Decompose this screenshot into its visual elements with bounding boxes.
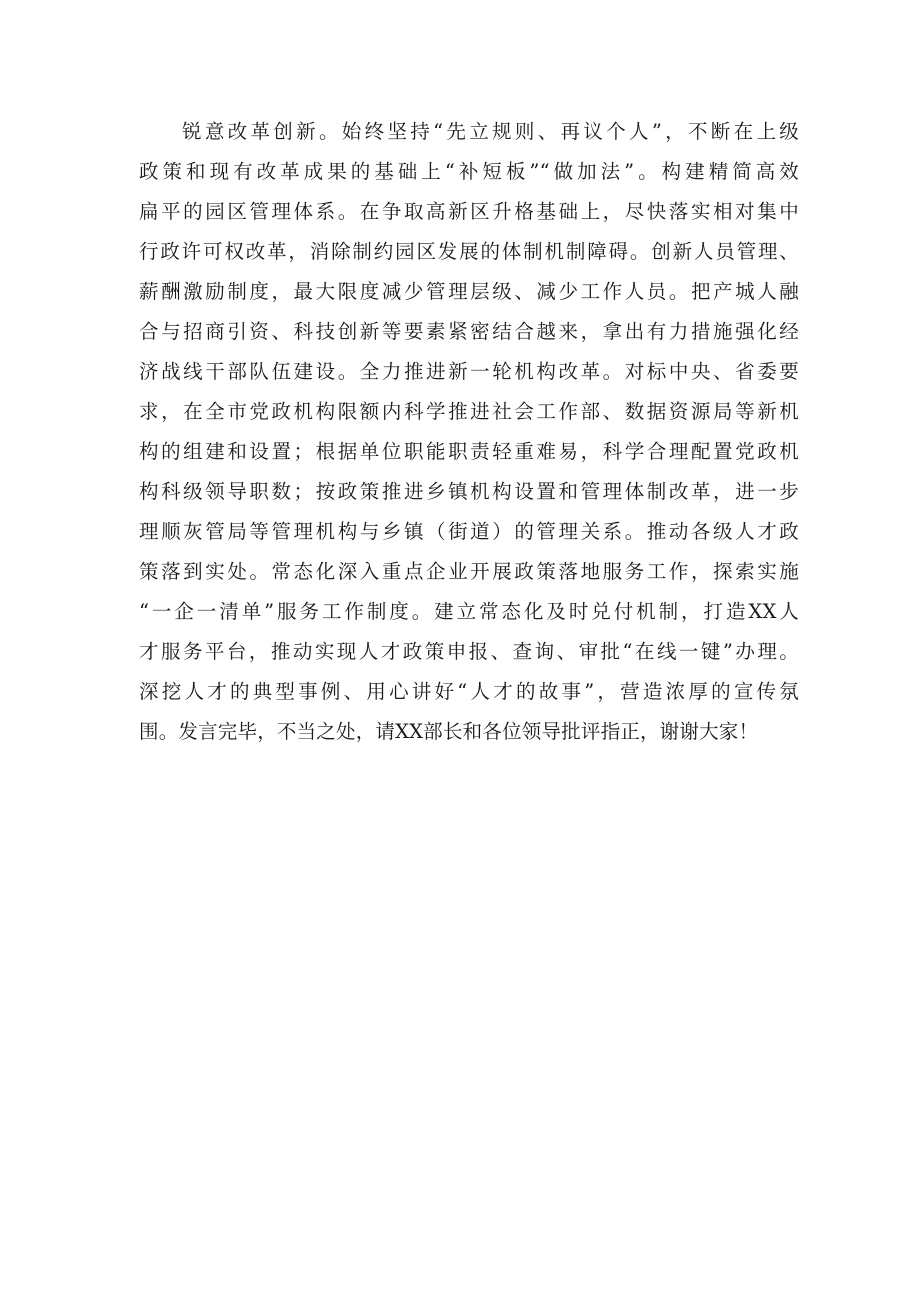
paragraph-line: 构的组建和设置；根据单位职能职责轻重难易，科学合理配置党政机 <box>139 440 799 463</box>
paragraph-line: 济战线干部队伍建设。全力推进新一轮机构改革。对标中央、省委要 <box>139 360 799 383</box>
paragraph-line: 围。发言完毕，不当之处，请XX部长和各位领导批评指正，谢谢大家！ <box>139 720 759 743</box>
paragraph-line: 策落到实处。常态化深入重点企业开展政策落地服务工作，探索实施 <box>139 560 799 583</box>
paragraph-line: “一企一清单”服务工作制度。建立常态化及时兑付机制，打造XX人 <box>139 600 799 623</box>
paragraph-line: 锐意改革创新。始终坚持“先立规则、再议个人”，不断在上级 <box>182 120 799 143</box>
paragraph-line: 扁平的园区管理体系。在争取高新区升格基础上，尽快落实相对集中 <box>139 200 799 223</box>
document-body <box>139 112 799 752</box>
paragraph-line: 深挖人才的典型事例、用心讲好“人才的故事”，营造浓厚的宣传氛 <box>139 680 799 703</box>
paragraph-line: 求，在全市党政机构限额内科学推进社会工作部、数据资源局等新机 <box>139 400 799 423</box>
paragraph-line: 理顺灰管局等管理机构与乡镇（街道）的管理关系。推动各级人才政 <box>139 520 799 543</box>
paragraph-line: 薪酬激励制度，最大限度减少管理层级、减少工作人员。把产城人融 <box>139 280 799 303</box>
paragraph-line: 政策和现有改革成果的基础上“补短板”“做加法”。构建精简高效 <box>139 160 799 183</box>
paragraph-line: 才服务平台，推动实现人才政策申报、查询、审批“在线一键”办理。 <box>139 640 799 663</box>
paragraph-line: 构科级领导职数；按政策推进乡镇机构设置和管理体制改革，进一步 <box>139 480 799 503</box>
paragraph-line: 行政许可权改革，消除制约园区发展的体制机制障碍。创新人员管理、 <box>139 240 799 263</box>
paragraph-line: 合与招商引资、科技创新等要素紧密结合越来，拿出有力措施强化经 <box>139 320 799 343</box>
